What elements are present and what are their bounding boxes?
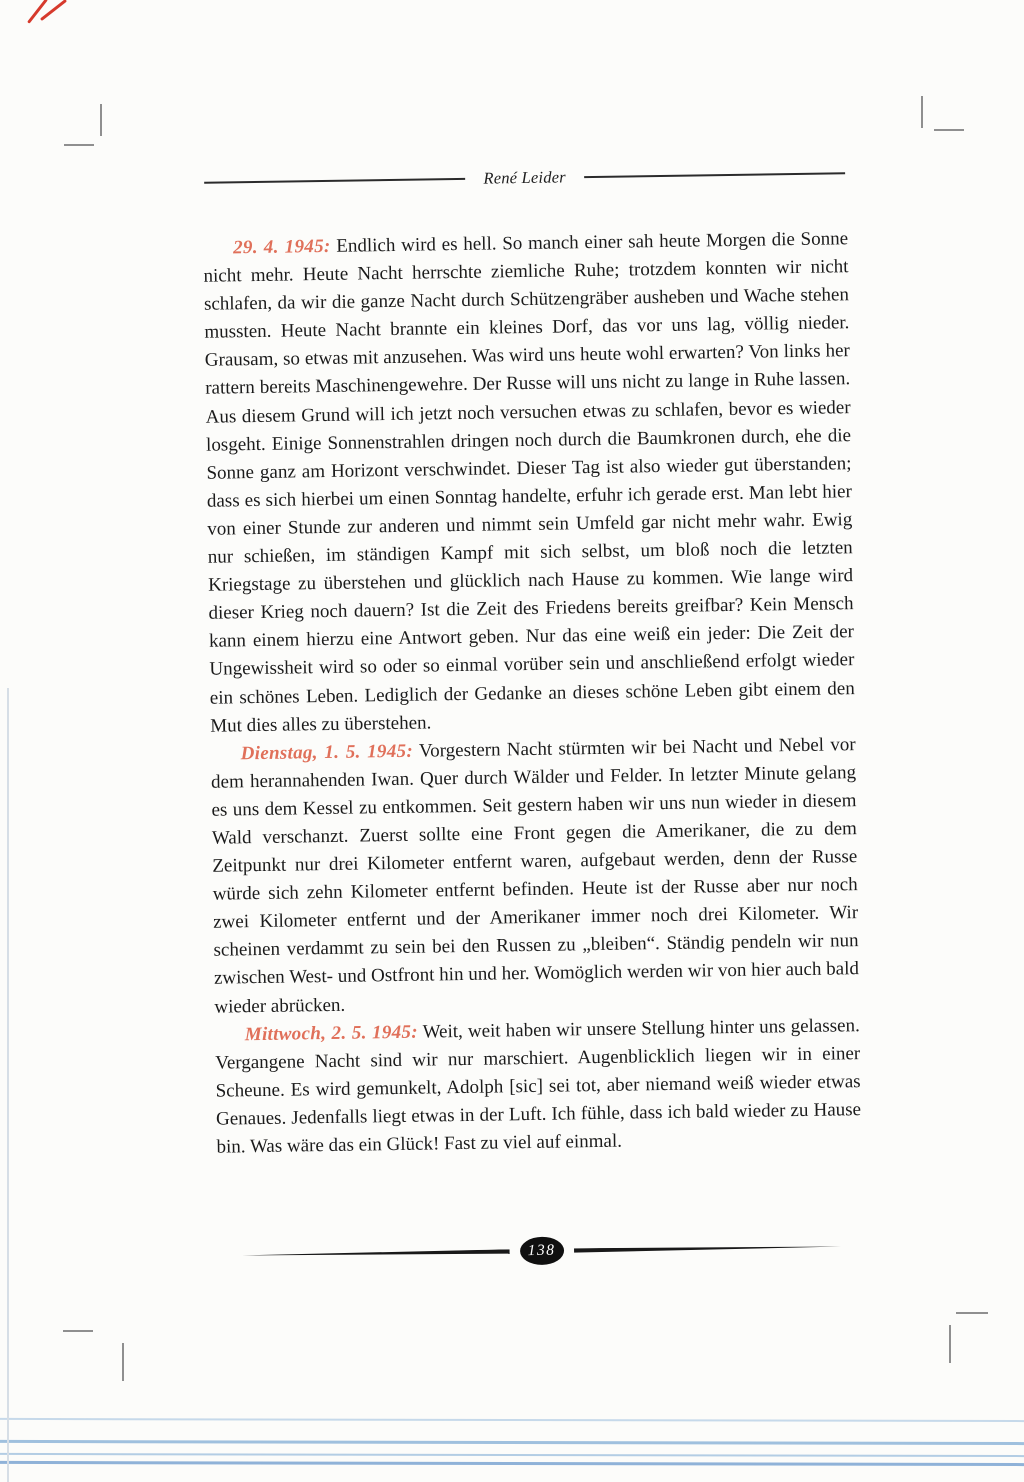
printed-content — [202, 163, 863, 1270]
diary-entry — [203, 225, 855, 740]
crop-mark-bottom-left-horizontal — [63, 1330, 93, 1332]
crop-mark-bottom-left-vertical — [122, 1343, 124, 1381]
page-edge-line — [0, 1440, 1024, 1445]
entry-date: Mittwoch, 2. 5. 1945: — [244, 1021, 419, 1045]
crop-mark-top-right-vertical — [921, 96, 923, 128]
entry-date: 29. 4. 1945: — [232, 235, 331, 259]
entry-text: Endlich wird es hell. So manch einer sah heute Morgen die Sonne nicht mehr. Heute Nacht herrschte ziemliche Ruhe; trotzdem konnten wir nicht schlafen, da wir die ganze Nacht durch Schützengräber ausheben und Wache stehen mussten. Heute Nacht brannte ein kleines Dorf, das vor uns lag, völlig nieder. Grausam, so etwas mit anzusehen. Was wird uns heute wohl erwarten? Von links her rattern bereits Maschinengewehre. Der Russe will uns nicht zu lange in Ruhe lassen. Aus diesem Grund will ich jetzt noch versuchen etwas zu schlafen, bevor es wieder losgeht. Einige Sonnenstrahlen dringen noch durch die Baumkronen durch, ehe die Sonne ganz am Horizont verschwindet. Dieser Tag ist also wieder gut überstanden; dass es sich hierbei um einen Sonntag handelte, erfuhr ich gerade erst. Man lebt hier von einer Stunde zur anderen und nimmt sein Umfeld gar nicht mehr wahr. Ewig nur schießen, im ständigen Kampf mit sich selbst, um bloß noch die letzten Kriegstage zu überstehen und glücklich nach Hause zu kommen. Wie lange wird dieser Krieg noch dauern? Ist die Zeit des Friedens bereits greifbar? Kein Mensch kann einem hierzu eine Antwort geben. Nur das eine weiß ein jeder: Die Zeit der Ungewissheit wird so oder so einmal vorüber sein und anschließend erfolgt wieder ein schönes Leben. Lediglich der Gedanke an dieses schöne Leben gibt einem den Mut dies alles zu überstehen. — [203, 228, 855, 737]
page-edge-line — [0, 1418, 1024, 1422]
diary-entry — [210, 731, 859, 1021]
page-edge-line — [0, 1453, 1024, 1457]
diary-text — [203, 225, 862, 1162]
page-number-badge — [519, 1237, 563, 1266]
entry-text: Vorgestern Nacht stürmten wir bei Nacht und Nebel vor dem herannahenden Iwan. Quer durch Wälder und Felder. In letzter Minute gelang es uns dem Kessel zu entkommen. Seit gestern haben wir uns nun wieder in diesem Wald verschanzt. Zuerst sollte eine Front gegen die Amerikaner, die zu dem Zeitpunkt nur drei Kilometer entfernt waren, aufgebaut werden, denn der Russe würde sich zehn Kilometer entfernt befinden. Heute ist der Russe aber nur noch zwei Kilometer entfernt und der Amerikaner immer noch drei Kilometer. Wir scheinen verdammt zu sein bei den Russen zu „bleiben“. Ständig pendeln wir nun zwischen West- und Ostfront hin und her. Womöglich werden wir von hier auch bald wieder abrücken. — [210, 733, 860, 1018]
crop-mark-top-left-horizontal — [64, 144, 94, 146]
page-edge-line — [0, 1461, 1024, 1466]
page-number: 138 — [527, 1241, 556, 1260]
page-footer — [218, 1232, 863, 1270]
footer-rule-left — [242, 1249, 510, 1258]
footer-rule-right — [574, 1244, 842, 1253]
red-pen-mark — [27, 0, 48, 24]
entry-date: Dienstag, 1. 5. 1945: — [240, 740, 414, 764]
crop-mark-bottom-right-vertical — [949, 1325, 951, 1363]
crop-mark-top-right-horizontal — [934, 129, 964, 131]
header-rule-left — [204, 178, 465, 183]
page-edge-line-left — [7, 688, 9, 1482]
crop-mark-top-left-vertical — [100, 104, 102, 136]
header-rule-right — [584, 173, 845, 178]
crop-mark-bottom-right-horizontal — [956, 1312, 988, 1314]
running-header — [202, 163, 847, 193]
diary-entry — [215, 1012, 862, 1162]
author-name: René Leider — [483, 167, 566, 188]
entry-text: Weit, weit haben wir unsere Stellung hinter uns gelassen. Vergangene Nacht sind wir nur marschiert. Augenblicklich liegen wir in einer Scheune. Es wird gemunkelt, Adolph [sic] sei tot, aber niemand weiß wieder etwas Genaues. Jedenfalls liegt etwas in der Luft. Ich fühle, dass ich bald wieder zu Hause bin. Was wäre das ein Glück! Fast zu viel auf einmal. — [215, 1014, 862, 1158]
